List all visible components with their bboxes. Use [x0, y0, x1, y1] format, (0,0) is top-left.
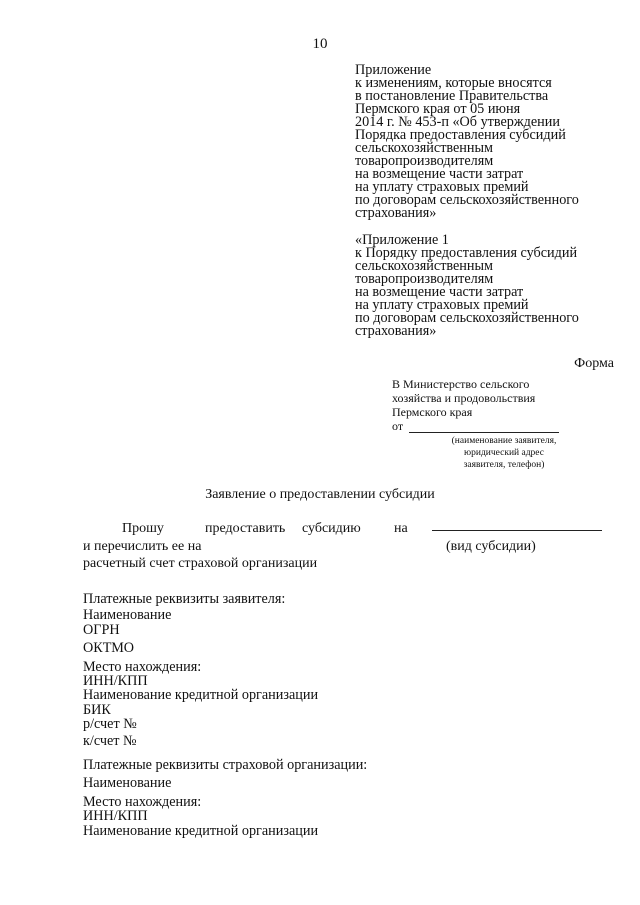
appendix-line: в постановление Правительства	[355, 88, 549, 104]
appendix-header	[355, 64, 625, 220]
appendix-1-line: товаропроизводителям	[355, 271, 494, 287]
recipient-note-line: заявителя, телефон)	[463, 460, 545, 470]
subsidy-type-field[interactable]	[432, 530, 602, 531]
applicant-field: р/счет №	[83, 716, 137, 733]
request-word: предоставить	[205, 521, 286, 536]
insurer-details-heading: Платежные реквизиты страховой организации:	[83, 757, 368, 773]
appendix-1-header	[355, 234, 625, 338]
recipient-line: Пермского края	[392, 405, 473, 419]
applicant-field: к/счет №	[83, 732, 137, 749]
applicant-field: ОГРН	[83, 621, 120, 638]
recipient-note-line: (наименование заявителя,	[451, 436, 557, 446]
from-row	[392, 419, 602, 433]
applicant-field: БИК	[83, 701, 111, 718]
applicant-field: ИНН/КПП	[83, 673, 148, 690]
document-title: Заявление о предоставлении субсидии	[205, 487, 435, 502]
appendix-1-line: страхования»	[355, 323, 437, 339]
page-number: 10	[312, 36, 328, 52]
applicant-payment-details	[83, 592, 318, 748]
subsidy-type-hint: (вид субсидии)	[446, 539, 536, 554]
appendix-line: на уплату страховых премий	[355, 179, 529, 195]
request-line-2: и перечислить ее на	[83, 539, 202, 554]
insurer-field: Место нахождения:	[83, 793, 202, 810]
applicant-field: Место нахождения:	[83, 658, 202, 675]
appendix-line: страхования»	[355, 205, 437, 221]
request-word: на	[394, 521, 408, 536]
appendix-line: к изменениям, которые вносятся	[355, 75, 552, 91]
form-label: Форма	[574, 356, 614, 371]
recipient-line: В Министерство сельского	[392, 377, 530, 391]
request-word: Прошу	[122, 521, 164, 536]
appendix-1-line: на уплату страховых премий	[355, 297, 529, 313]
recipient-note	[424, 435, 584, 471]
appendix-line: сельскохозяйственным	[355, 140, 494, 156]
appendix-line: товаропроизводителям	[355, 153, 494, 169]
appendix-line: 2014 г. № 453-п «Об утверждении	[355, 114, 560, 130]
recipient-note-line: юридический адрес	[464, 448, 544, 458]
appendix-line: Приложение	[355, 62, 432, 78]
appendix-1-line: «Приложение 1	[355, 232, 449, 248]
appendix-1-line: на возмещение части затрат	[355, 284, 524, 300]
insurer-field: Наименование кредитной организации	[83, 822, 319, 839]
insurer-payment-details	[83, 758, 367, 838]
request-word: субсидию	[302, 521, 361, 536]
recipient-line: хозяйства и продовольствия	[392, 391, 536, 405]
applicant-field: ОКТМО	[83, 640, 135, 657]
appendix-line: Пермского края от 05 июня	[355, 101, 521, 117]
applicant-field: Наименование кредитной организации	[83, 687, 319, 704]
from-label: от	[392, 419, 404, 433]
insurer-field: ИНН/КПП	[83, 808, 148, 825]
applicant-details-heading: Платежные реквизиты заявителя:	[83, 591, 286, 607]
appendix-line: на возмещение части затрат	[355, 166, 524, 182]
appendix-1-line: сельскохозяйственным	[355, 258, 494, 274]
applicant-field: Наименование	[83, 607, 172, 624]
insurer-field: Наименование	[83, 775, 172, 792]
appendix-1-line: к Порядку предоставления субсидий	[355, 245, 578, 261]
appendix-1-line: по договорам сельскохозяйственного	[355, 310, 579, 326]
recipient-block	[392, 377, 602, 471]
appendix-line: по договорам сельскохозяйственного	[355, 192, 579, 208]
applicant-name-field[interactable]	[409, 421, 559, 433]
appendix-line: Порядка предоставления субсидий	[355, 127, 566, 143]
request-line-3: расчетный счет страховой организации	[83, 556, 318, 571]
